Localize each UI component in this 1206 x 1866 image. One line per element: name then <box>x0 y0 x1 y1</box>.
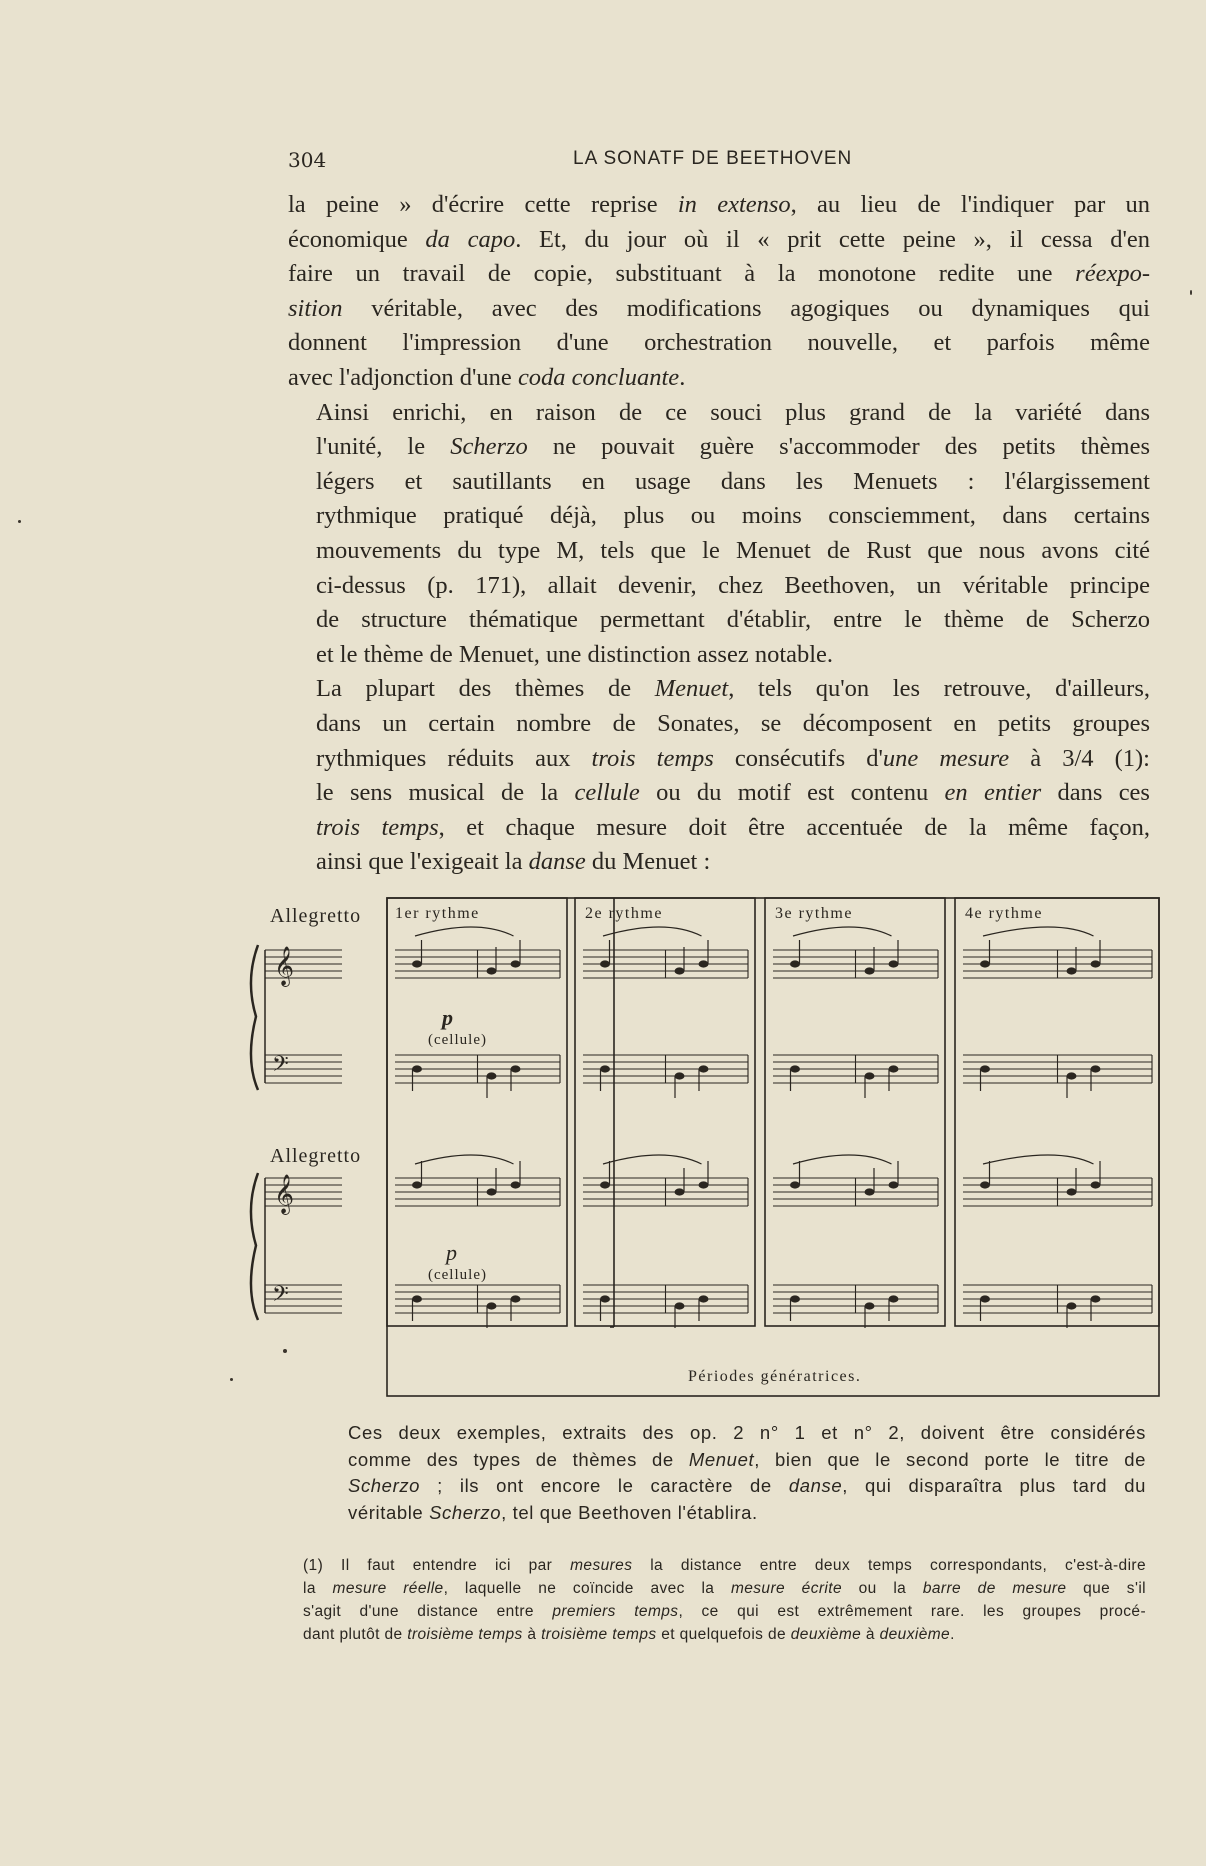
italic-run: barre de mesure <box>922 1580 1067 1597</box>
note-head <box>1067 1302 1077 1309</box>
text-line <box>288 534 1150 569</box>
text-line <box>348 1473 1146 1500</box>
italic-run: deuxième <box>790 1626 862 1643</box>
italic-run: coda concluante <box>517 363 680 391</box>
note-head <box>675 967 685 974</box>
italic-run: Menuet <box>688 1448 755 1470</box>
text-line <box>303 1600 1146 1623</box>
note-head <box>1091 960 1101 967</box>
rhythm-label: 2e rythme <box>585 905 663 922</box>
text-line <box>288 742 1150 777</box>
text-line <box>288 361 1150 396</box>
text-run: dans un certain nombre de Sonates, se décomposent en petits groupes <box>316 709 1150 737</box>
text-line <box>288 672 1150 707</box>
note-head <box>600 960 610 967</box>
italic-run: troisième temps <box>407 1626 523 1643</box>
footnote <box>303 1554 1146 1646</box>
text-run: , qui disparaîtra plus tard du <box>842 1475 1146 1496</box>
cellule-label: (cellule) <box>428 1267 487 1283</box>
text-run: rythmique pratiqué déjà, plus ou moins consciemment, dans certains <box>316 502 1150 530</box>
text-run: , au lieu de l'indiquer par un <box>790 191 1151 218</box>
text-line <box>288 396 1150 431</box>
note-head <box>412 1065 422 1072</box>
note-head <box>1091 1065 1101 1072</box>
brace <box>251 1173 258 1320</box>
text-run: légers et sautillants en usage dans les Menuets : l'élargissement <box>316 467 1150 495</box>
italic-run: trois temps <box>591 744 714 772</box>
note-head <box>865 1302 875 1309</box>
text-run: faire un travail de copie, substituant à la monotone redite une <box>288 260 1076 288</box>
text-run: (1) Il faut entendre ici par <box>303 1557 571 1574</box>
text-line <box>288 430 1150 465</box>
note-head <box>790 1295 800 1302</box>
text-run: dans ces <box>1041 779 1150 807</box>
text-run: , tel que Beethoven l'établira. <box>501 1501 758 1523</box>
text-line <box>288 603 1150 638</box>
slur <box>415 1155 514 1164</box>
treble-clef-icon: 𝄞 <box>274 946 295 986</box>
slur <box>415 927 514 936</box>
italic-run: Scherzo <box>429 1501 502 1523</box>
running-title: LA SONATF DE BEETHOVEN <box>573 148 853 169</box>
text-run: dant plutôt de <box>303 1626 408 1643</box>
slur <box>603 927 702 936</box>
text-line <box>288 188 1150 223</box>
text-run: . <box>950 1626 955 1643</box>
tempo-label: Allegretto <box>270 905 362 927</box>
note-head <box>412 960 422 967</box>
page-header <box>288 148 1148 178</box>
text-line <box>348 1447 1146 1474</box>
text-run: comme des types de thèmes de <box>348 1448 689 1470</box>
periods-label: Périodes génératrices. <box>688 1368 862 1385</box>
text-run: du Menuet : <box>585 848 711 876</box>
dynamic-marking: p <box>442 1005 453 1030</box>
text-line <box>348 1500 1146 1527</box>
text-run: à <box>522 1626 542 1643</box>
italic-run: réexpo- <box>1075 260 1150 288</box>
dynamic-marking: p <box>446 1240 457 1265</box>
text-run: ou du motif est contenu <box>639 779 945 807</box>
note-head <box>790 960 800 967</box>
italic-run: troisième temps <box>541 1626 657 1643</box>
italic-run: deuxième <box>879 1626 951 1643</box>
rhythm-label: 1er rythme <box>395 905 480 922</box>
italic-run: en entier <box>944 779 1042 807</box>
text-run: mouvements du type M, tels que le Menuet de Rust que nous avons cité <box>316 536 1150 564</box>
italic-run: da capo <box>425 225 516 253</box>
note-head <box>487 1072 497 1079</box>
note-head <box>980 1295 990 1302</box>
italic-run: danse <box>528 848 586 876</box>
text-run: la peine » d'écrire cette reprise <box>288 191 678 218</box>
note-head <box>889 960 899 967</box>
note-head <box>980 1065 990 1072</box>
note-head <box>699 1181 709 1188</box>
note-head <box>511 1065 521 1072</box>
note-head <box>889 1295 899 1302</box>
italic-run: mesure réelle <box>332 1580 444 1597</box>
note-head <box>1091 1181 1101 1188</box>
paragraph <box>288 396 1150 673</box>
text-line <box>288 569 1150 604</box>
italic-run: mesures <box>570 1557 633 1574</box>
note-head <box>675 1188 685 1195</box>
italic-run: sition <box>288 294 343 322</box>
note-head <box>675 1072 685 1079</box>
italic-run: Scherzo <box>450 433 528 461</box>
note-head <box>487 1188 497 1195</box>
text-run: , tels qu'on les retrouve, d'ailleurs, <box>728 675 1150 703</box>
note-head <box>865 967 875 974</box>
text-run: la <box>303 1580 333 1597</box>
italic-run: danse <box>788 1475 843 1496</box>
text-line <box>303 1554 1146 1577</box>
text-line <box>303 1623 1146 1646</box>
text-run: consécutifs d' <box>713 744 883 772</box>
note-head <box>790 1181 800 1188</box>
text-run: , laquelle ne coïncide avec la <box>443 1580 731 1597</box>
note-head <box>889 1181 899 1188</box>
note-head <box>511 1295 521 1302</box>
paragraph <box>288 188 1150 396</box>
text-line <box>288 257 1150 292</box>
text-line <box>288 638 1150 673</box>
note-head <box>600 1181 610 1188</box>
text-run: à <box>861 1626 880 1643</box>
text-run: Ces deux exemples, extraits des op. 2 n° 1 et n° 2, doivent être considérés <box>348 1422 1146 1443</box>
slur <box>983 1155 1094 1164</box>
rhythm-label: 4e rythme <box>965 905 1043 922</box>
italic-run: cellule <box>574 779 640 807</box>
text-run: rythmiques réduits aux <box>316 744 592 772</box>
note-head <box>511 1181 521 1188</box>
note-head <box>1067 967 1077 974</box>
note-head <box>412 1295 422 1302</box>
text-line <box>288 811 1150 846</box>
italic-run: mesure écrite <box>730 1580 842 1597</box>
text-run: ne pouvait guère s'accommoder des petits thèmes <box>527 433 1151 461</box>
slur <box>793 927 892 936</box>
text-run: et quelquefois de <box>656 1626 791 1643</box>
text-run: véritable <box>348 1501 430 1523</box>
slur <box>793 1155 892 1164</box>
figure-caption <box>348 1420 1146 1526</box>
text-run: donnent l'impression d'une orchestration nouvelle, et parfois même <box>288 329 1150 357</box>
text-line <box>288 707 1150 742</box>
note-head <box>675 1302 685 1309</box>
note-head <box>889 1065 899 1072</box>
text-run: véritable, avec des modifications agogiques ou dynamiques qui <box>342 294 1150 322</box>
brace <box>251 945 258 1090</box>
text-run: la distance entre deux temps correspondants, c'est-à-dire <box>632 1557 1146 1574</box>
italic-run: premiers temps <box>552 1603 679 1620</box>
text-run: ; ils ont encore le caractère de <box>420 1475 789 1496</box>
text-run: avec l'adjonction d'une <box>288 363 518 391</box>
text-run: l'unité, le <box>316 433 451 461</box>
text-line <box>288 223 1150 258</box>
text-run: de structure thématique permettant d'établir, entre le thème de Scherzo <box>316 606 1150 634</box>
italic-run: in extenso <box>677 191 791 218</box>
text-line <box>348 1420 1146 1447</box>
note-head <box>511 960 521 967</box>
body-text <box>288 188 1150 880</box>
text-run: que s'il <box>1066 1580 1147 1597</box>
note-head <box>980 1181 990 1188</box>
note-head <box>600 1065 610 1072</box>
paper-speck <box>230 1378 233 1381</box>
page-number: 304 <box>288 148 327 172</box>
text-run: économique <box>288 225 426 253</box>
text-line <box>288 326 1150 361</box>
text-run: . <box>679 363 686 391</box>
text-run: et le thème de Menuet, une distinction assez notable. <box>316 640 834 668</box>
note-head <box>487 1302 497 1309</box>
text-run: . Et, du jour où il « prit cette peine », il cessa d'en <box>515 225 1150 253</box>
paragraph <box>288 672 1150 880</box>
treble-clef-icon: 𝄞 <box>274 1174 295 1214</box>
text-run: ou la <box>842 1580 923 1597</box>
notation-layer <box>272 895 1160 1405</box>
rhythm-label: 3e rythme <box>775 905 853 922</box>
paper-speck <box>1190 290 1192 295</box>
bass-clef-icon: 𝄢 <box>272 1052 289 1082</box>
text-line <box>288 845 1150 880</box>
note-head <box>980 960 990 967</box>
text-line <box>288 465 1150 500</box>
text-run: s'agit d'une distance entre <box>303 1603 553 1620</box>
text-line <box>288 292 1150 327</box>
text-line <box>288 499 1150 534</box>
italic-run: Scherzo <box>348 1475 421 1496</box>
text-run: le sens musical de la <box>316 779 575 807</box>
italic-run: trois temps <box>316 813 439 841</box>
note-head <box>699 1065 709 1072</box>
text-run: , ce qui est extrêmement rare. les groupes procé- <box>678 1603 1147 1620</box>
note-head <box>865 1188 875 1195</box>
text-run: ainsi que l'exigeait la <box>316 848 529 876</box>
slur <box>603 1155 702 1164</box>
text-run: ci-dessus (p. 171), allait devenir, chez Beethoven, un véritable principe <box>316 571 1150 599</box>
note-head <box>865 1072 875 1079</box>
text-run: à 3/4 (1): <box>1009 744 1150 772</box>
note-head <box>790 1065 800 1072</box>
text-run: La plupart des thèmes de <box>316 675 655 703</box>
text-run: , et chaque mesure doit être accentuée de la même façon, <box>438 813 1150 841</box>
note-head <box>1091 1295 1101 1302</box>
cellule-label: (cellule) <box>428 1032 487 1048</box>
tempo-label: Allegretto <box>270 1145 362 1167</box>
note-head <box>1067 1188 1077 1195</box>
note-head <box>1067 1072 1077 1079</box>
bass-clef-icon: 𝄢 <box>272 1282 289 1312</box>
text-run: , bien que le second porte le titre de <box>754 1448 1146 1470</box>
text-line <box>288 776 1150 811</box>
text-run: Ainsi enrichi, en raison de ce souci plus grand de la variété dans <box>316 398 1150 426</box>
note-head <box>487 967 497 974</box>
paper-speck <box>18 520 21 523</box>
italic-run: Menuet <box>654 675 729 703</box>
paper-speck <box>283 1349 287 1353</box>
note-head <box>600 1295 610 1302</box>
slur <box>983 927 1094 936</box>
note-head <box>412 1181 422 1188</box>
italic-run: une mesure <box>882 744 1010 772</box>
note-head <box>699 960 709 967</box>
text-line <box>303 1577 1146 1600</box>
music-example <box>270 895 1160 1405</box>
note-head <box>699 1295 709 1302</box>
